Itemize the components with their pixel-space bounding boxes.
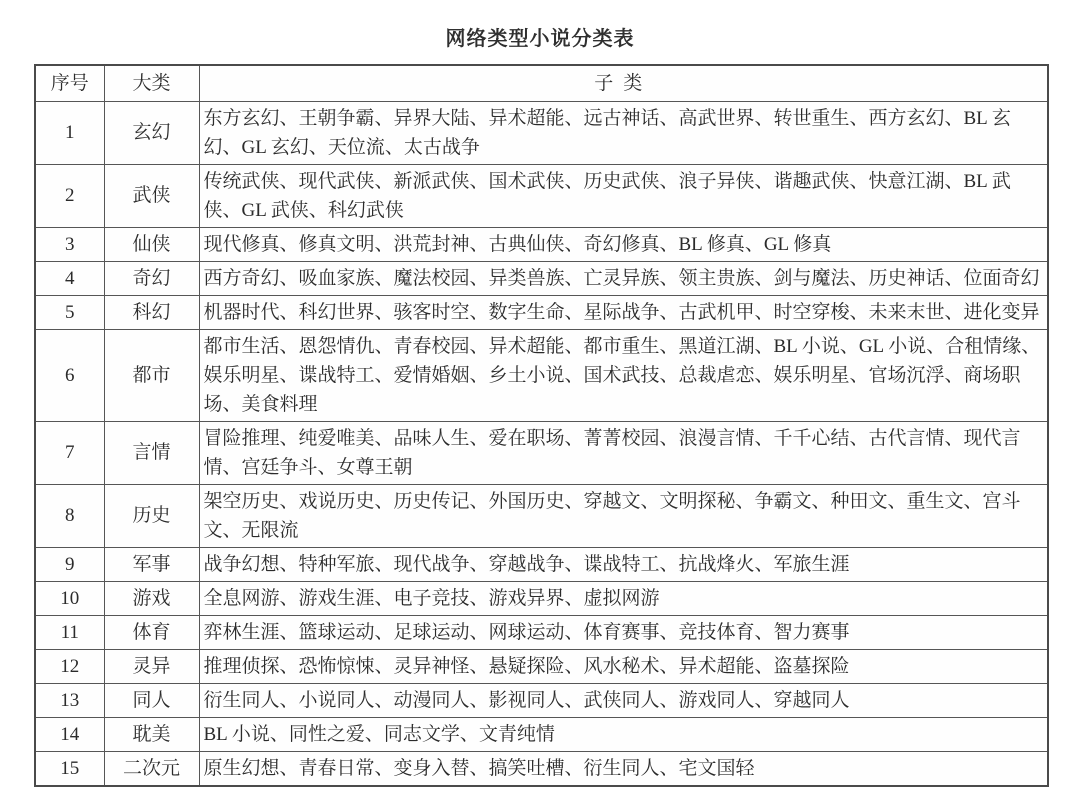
cell-no: 11 bbox=[35, 615, 104, 649]
table-row bbox=[35, 547, 1048, 581]
header-cell-category: 大类 bbox=[104, 65, 199, 101]
cell-no: 1 bbox=[35, 101, 104, 164]
cell-subcategories: 推理侦探、恐怖惊悚、灵异神怪、悬疑探险、风水秘术、异术超能、盗墓探险 bbox=[199, 649, 1048, 683]
cell-no: 13 bbox=[35, 683, 104, 717]
cell-category: 二次元 bbox=[104, 751, 199, 786]
cell-category: 都市 bbox=[104, 329, 199, 421]
header-cell-no: 序号 bbox=[35, 65, 104, 101]
cell-subcategories: 战争幻想、特种军旅、现代战争、穿越战争、谍战特工、抗战烽火、军旅生涯 bbox=[199, 547, 1048, 581]
table-row bbox=[35, 295, 1048, 329]
cell-no: 8 bbox=[35, 484, 104, 547]
table-row bbox=[35, 164, 1048, 227]
cell-subcategories: 现代修真、修真文明、洪荒封神、古典仙侠、奇幻修真、BL 修真、GL 修真 bbox=[199, 227, 1048, 261]
cell-subcategories: 衍生同人、小说同人、动漫同人、影视同人、武侠同人、游戏同人、穿越同人 bbox=[199, 683, 1048, 717]
table-row bbox=[35, 615, 1048, 649]
cell-category: 耽美 bbox=[104, 717, 199, 751]
cell-category: 军事 bbox=[104, 547, 199, 581]
cell-no: 5 bbox=[35, 295, 104, 329]
table-header-row bbox=[35, 65, 1048, 101]
cell-subcategories: 传统武侠、现代武侠、新派武侠、国术武侠、历史武侠、浪子异侠、谐趣武侠、快意江湖、BL 武侠、GL 武侠、科幻武侠 bbox=[199, 164, 1048, 227]
table-row bbox=[35, 581, 1048, 615]
cell-no: 3 bbox=[35, 227, 104, 261]
cell-subcategories: 架空历史、戏说历史、历史传记、外国历史、穿越文、文明探秘、争霸文、种田文、重生文、宫斗文、无限流 bbox=[199, 484, 1048, 547]
table-row bbox=[35, 717, 1048, 751]
cell-category: 灵异 bbox=[104, 649, 199, 683]
table-row bbox=[35, 329, 1048, 421]
cell-category: 历史 bbox=[104, 484, 199, 547]
table-row bbox=[35, 751, 1048, 786]
cell-no: 7 bbox=[35, 421, 104, 484]
cell-no: 10 bbox=[35, 581, 104, 615]
cell-subcategories: 原生幻想、青春日常、变身入替、搞笑吐槽、衍生同人、宅文国轻 bbox=[199, 751, 1048, 786]
cell-category: 同人 bbox=[104, 683, 199, 717]
cell-subcategories: 西方奇幻、吸血家族、魔法校园、异类兽族、亡灵异族、领主贵族、剑与魔法、历史神话、位面奇幻 bbox=[199, 261, 1048, 295]
cell-subcategories: 弈林生涯、篮球运动、足球运动、网球运动、体育赛事、竞技体育、智力赛事 bbox=[199, 615, 1048, 649]
header-cell-subcategory: 子类 bbox=[199, 65, 1048, 101]
cell-subcategories: BL 小说、同性之爱、同志文学、文青纯情 bbox=[199, 717, 1048, 751]
cell-category: 奇幻 bbox=[104, 261, 199, 295]
cell-category: 仙侠 bbox=[104, 227, 199, 261]
table-row bbox=[35, 683, 1048, 717]
table-row bbox=[35, 484, 1048, 547]
cell-no: 6 bbox=[35, 329, 104, 421]
cell-subcategories: 冒险推理、纯爱唯美、品味人生、爱在职场、菁菁校园、浪漫言情、千千心结、古代言情、现代言情、宫廷争斗、女尊王朝 bbox=[199, 421, 1048, 484]
table-row bbox=[35, 649, 1048, 683]
table-row bbox=[35, 227, 1048, 261]
cell-subcategories: 全息网游、游戏生涯、电子竞技、游戏异界、虚拟网游 bbox=[199, 581, 1048, 615]
cell-no: 12 bbox=[35, 649, 104, 683]
cell-no: 14 bbox=[35, 717, 104, 751]
table-row bbox=[35, 421, 1048, 484]
cell-category: 武侠 bbox=[104, 164, 199, 227]
cell-subcategories: 机器时代、科幻世界、骇客时空、数字生命、星际战争、古武机甲、时空穿梭、未来末世、进化变异 bbox=[199, 295, 1048, 329]
cell-subcategories: 东方玄幻、王朝争霸、异界大陆、异术超能、远古神话、高武世界、转世重生、西方玄幻、BL 玄幻、GL 玄幻、天位流、太古战争 bbox=[199, 101, 1048, 164]
cell-category: 游戏 bbox=[104, 581, 199, 615]
cell-category: 科幻 bbox=[104, 295, 199, 329]
cell-category: 体育 bbox=[104, 615, 199, 649]
page-title: 网络类型小说分类表 bbox=[445, 28, 635, 50]
cell-no: 2 bbox=[35, 164, 104, 227]
cell-category: 玄幻 bbox=[104, 101, 199, 164]
cell-subcategories: 都市生活、恩怨情仇、青春校园、异术超能、都市重生、黑道江湖、BL 小说、GL 小说、合租情缘、娱乐明星、谍战特工、爱情婚姻、乡土小说、国术武技、总裁虐恋、娱乐明星、官场沉浮、商场职场、美食料理 bbox=[199, 329, 1048, 421]
cell-no: 15 bbox=[35, 751, 104, 786]
cell-no: 4 bbox=[35, 261, 104, 295]
cell-category: 言情 bbox=[104, 421, 199, 484]
table-body bbox=[35, 101, 1048, 786]
classification-table bbox=[34, 64, 1049, 787]
cell-no: 9 bbox=[35, 547, 104, 581]
table-row bbox=[35, 261, 1048, 295]
table-row bbox=[35, 101, 1048, 164]
